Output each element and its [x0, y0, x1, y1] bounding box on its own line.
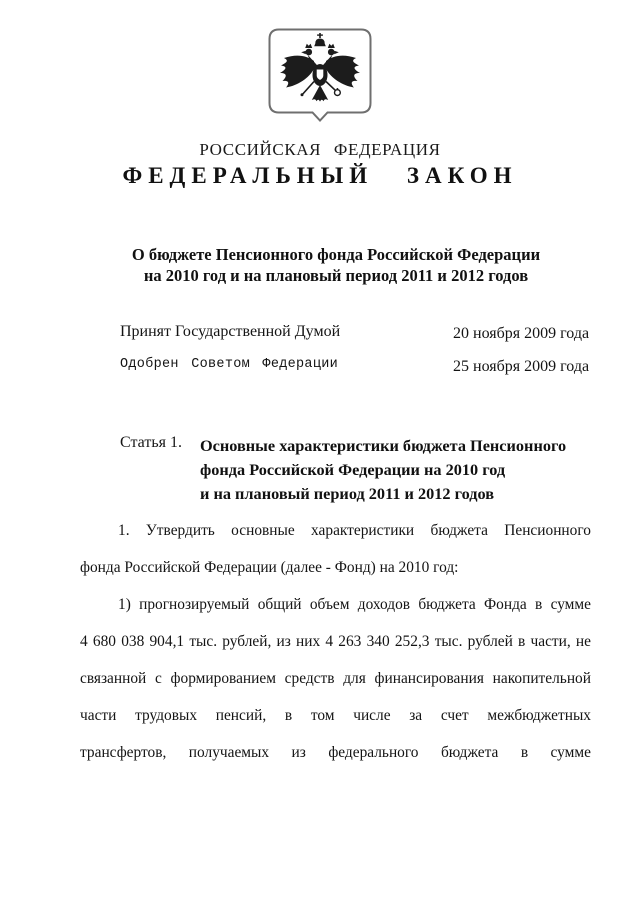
article-heading-text: [200, 434, 592, 506]
body-line: 1) прогнозируемый общий объем доходов бюджета Фонда в сумме: [118, 596, 591, 613]
article-1-heading: [120, 434, 592, 506]
article-body-text: [80, 512, 591, 771]
coat-of-arms-box: [268, 28, 372, 123]
article-number: Статья 1.: [120, 434, 182, 451]
body-line: 1. Утвердить основные характеристики бюджета Пенсионного: [118, 522, 591, 539]
adopted-by-duma-date: 20 ноября 2009 года: [453, 325, 590, 342]
law-type-heading: ФЕДЕРАЛЬНЫЙ ЗАКОН: [122, 163, 518, 188]
body-line: 4 680 038 904,1 тыс. рублей, из них 4 263 340 252,3 тыс. рублей в части, не: [80, 633, 591, 650]
body-line: связанной с формированием средств для финансирования накопительной: [80, 670, 591, 687]
law-title: [80, 244, 592, 286]
article-heading-line: и на плановый период 2011 и 2012 годов: [200, 484, 495, 503]
law-title-line: О бюджете Пенсионного фонда Российской Федерации: [131, 245, 541, 264]
body-line: фонда Российской Федерации (далее - Фонд) на 2010 год:: [80, 559, 459, 576]
article-heading-line: Основные характеристики бюджета Пенсионного: [200, 436, 567, 455]
adopted-by-duma-label: Принят Государственной Думой: [120, 323, 341, 340]
law-title-line: на 2010 год и на плановый период 2011 и 2012 годов: [143, 266, 529, 285]
body-line: трансфертов, получаемых из федерального бюджета в сумме: [80, 744, 591, 761]
country-name: РОССИЙСКАЯ ФЕДЕРАЦИЯ: [199, 140, 441, 159]
russian-coat-of-arms-icon: [268, 28, 372, 123]
approved-by-council-date: 25 ноября 2009 года: [453, 358, 590, 375]
body-line: части трудовых пенсий, в том числе за счет межбюджетных: [80, 707, 591, 724]
approved-by-council-label: Одобрен Советом Федерации: [120, 357, 339, 372]
article-heading-line: фонда Российской Федерации на 2010 год: [200, 460, 506, 479]
